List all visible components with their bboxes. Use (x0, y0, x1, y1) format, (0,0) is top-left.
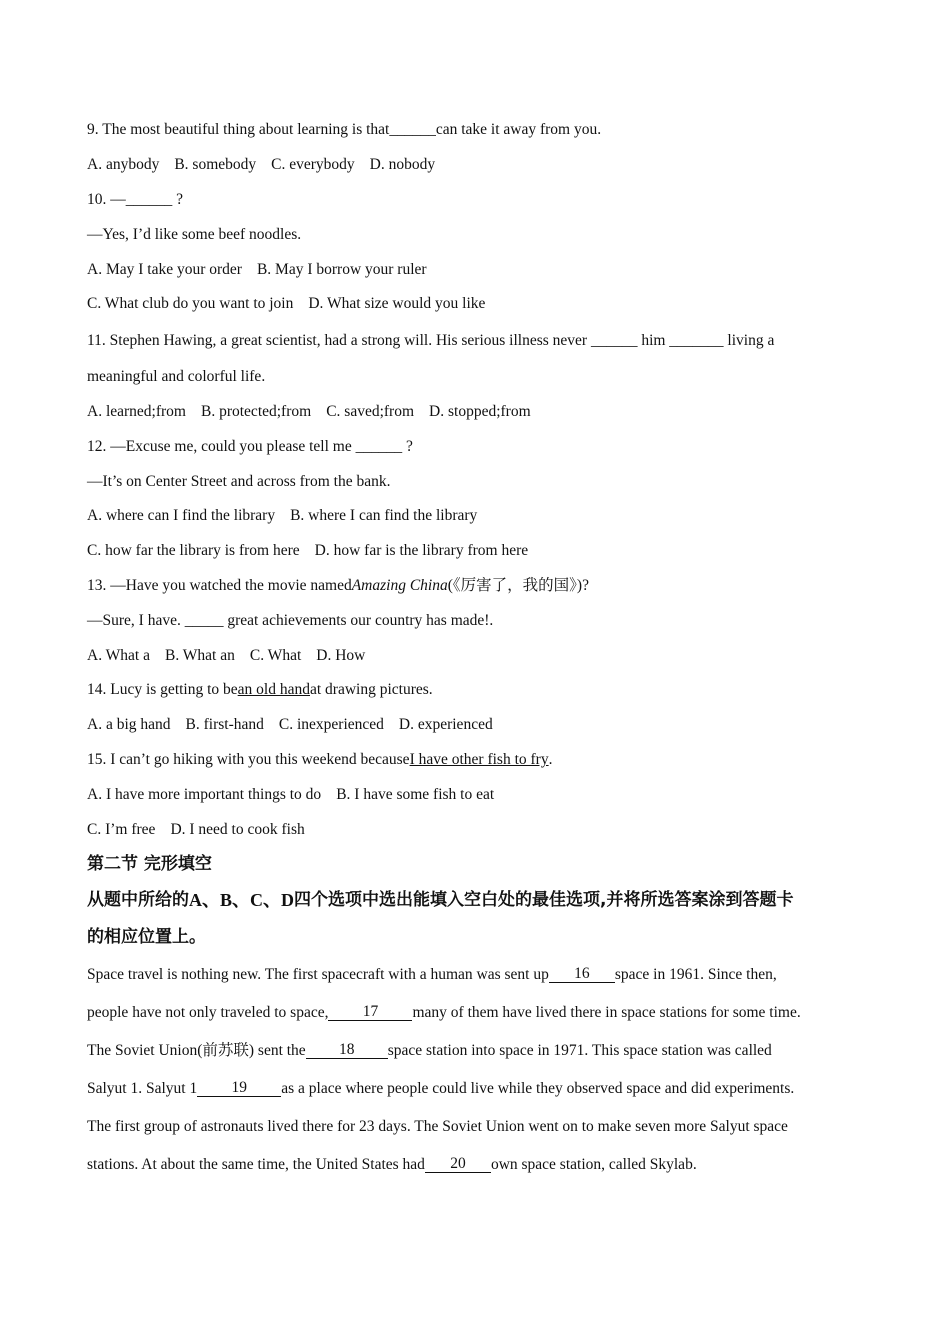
question-12-stem: 12. —Excuse me, could you please tell me ______ ? (87, 437, 413, 455)
question-10-stem: 10. —______ ? (87, 190, 184, 208)
option-c[interactable]: C. how far the library is from here (87, 542, 300, 560)
option-d[interactable]: D. how far is the library from here (314, 542, 529, 560)
option-c[interactable]: C. What club do you want to join (87, 295, 294, 313)
question-10-options-row1 (87, 252, 877, 287)
question-12-options-row2 (87, 534, 877, 569)
underlined-phrase: I have other fish to fry (409, 750, 549, 768)
worksheet-page (87, 113, 877, 1184)
section-instruction-cont: 的相应位置上。 (87, 927, 206, 948)
passage-line-3: The Soviet Union(前苏联) sent the 18 space station into space in 1971. This space station was called (87, 1041, 772, 1059)
underlined-phrase: an old hand (237, 681, 310, 699)
option-a[interactable]: A. May I take your order (87, 260, 242, 278)
option-b[interactable]: B. What an (164, 646, 235, 664)
question-13-reply: —Sure, I have. _____ great achievements our country has made!. (87, 611, 494, 629)
question-14-stem: 14. Lucy is getting to be an old hand at drawing pictures. (87, 681, 433, 699)
movie-title: Amazing China (351, 576, 448, 594)
option-b[interactable]: B. protected;from (201, 402, 312, 420)
blank-19[interactable]: 19 (197, 1080, 281, 1097)
option-c[interactable]: C. I’m free (87, 820, 156, 838)
option-a[interactable]: A. where can I find the library (87, 507, 276, 525)
option-c[interactable]: C. inexperienced (278, 716, 384, 734)
option-d[interactable]: D. I need to cook fish (170, 820, 305, 838)
question-14-options (87, 708, 877, 743)
question-15-options-row2 (87, 812, 877, 847)
question-13-options (87, 638, 877, 673)
option-a[interactable]: A. anybody (87, 156, 160, 174)
blank-18[interactable]: 18 (306, 1042, 388, 1059)
question-9-stem: 9. The most beautiful thing about learning is that ______ can take it away from you. (87, 121, 602, 139)
question-11-options (87, 395, 877, 430)
section-instruction: 从题中所给的 A、B、C、D 四个选项中选出能填入空白处的最佳选项,并将所选答案涂到答题卡 (87, 890, 794, 911)
blank-17[interactable]: 17 (328, 1004, 412, 1021)
passage-line-6: stations. At about the same time, the United States had 20 own space station, called Skylab. (87, 1155, 697, 1173)
option-d[interactable]: D. nobody (369, 156, 436, 174)
passage-line-2: people have not only traveled to space, 17 many of them have lived there in space stations for some time. (87, 1003, 801, 1021)
option-d[interactable]: D. What size would you like (308, 295, 486, 313)
question-12-reply: —It’s on Center Street and across from the bank. (87, 472, 391, 490)
passage-line-1: Space travel is nothing new. The first spacecraft with a human was sent up 16 space in 1961. Since then, (87, 965, 777, 983)
passage-line-4: Salyut 1. Salyut 1 19 as a place where people could live while they observed space and did experiments. (87, 1079, 795, 1097)
question-11-stem-cont: meaningful and colorful life. (87, 368, 266, 386)
option-d[interactable]: D. experienced (398, 716, 493, 734)
option-a[interactable]: A. a big hand (87, 716, 171, 734)
option-a[interactable]: A. What a (87, 646, 150, 664)
option-a[interactable]: A. I have more important things to do (87, 785, 322, 803)
option-b[interactable]: B. I have some fish to eat (336, 785, 495, 803)
option-c[interactable]: C. What (249, 646, 302, 664)
question-10-reply: —Yes, I’d like some beef noodles. (87, 225, 302, 243)
option-d[interactable]: D. stopped;from (429, 402, 531, 420)
passage-line-5: The first group of astronauts lived there for 23 days. The Soviet Union went on to make seven more Salyut space (87, 1117, 788, 1135)
option-d[interactable]: D. How (316, 646, 366, 664)
blank-16[interactable]: 16 (549, 966, 615, 983)
question-9-options (87, 148, 877, 183)
option-a[interactable]: A. learned;from (87, 402, 186, 420)
option-c[interactable]: C. everybody (271, 156, 355, 174)
option-b[interactable]: B. first-hand (185, 716, 264, 734)
question-13-stem: 13. —Have you watched the movie named Amazing China (《厉害了，我的国》)? (87, 576, 589, 594)
question-15-stem: 15. I can’t go hiking with you this weekend because I have other fish to fry . (87, 750, 553, 768)
option-b[interactable]: B. where I can find the library (290, 507, 478, 525)
question-10-options-row2 (87, 287, 877, 322)
blank-20[interactable]: 20 (425, 1156, 491, 1173)
option-b[interactable]: B. May I borrow your ruler (256, 260, 427, 278)
question-15-options-row1 (87, 777, 877, 812)
section-title: 第二节 完形填空 (87, 854, 212, 875)
question-11-stem: 11. Stephen Hawing, a great scientist, had a strong will. His serious illness never ______ him _______ living a (87, 331, 775, 349)
question-12-options-row1 (87, 499, 877, 534)
option-b[interactable]: B. somebody (174, 156, 257, 174)
option-c[interactable]: C. saved;from (326, 402, 415, 420)
